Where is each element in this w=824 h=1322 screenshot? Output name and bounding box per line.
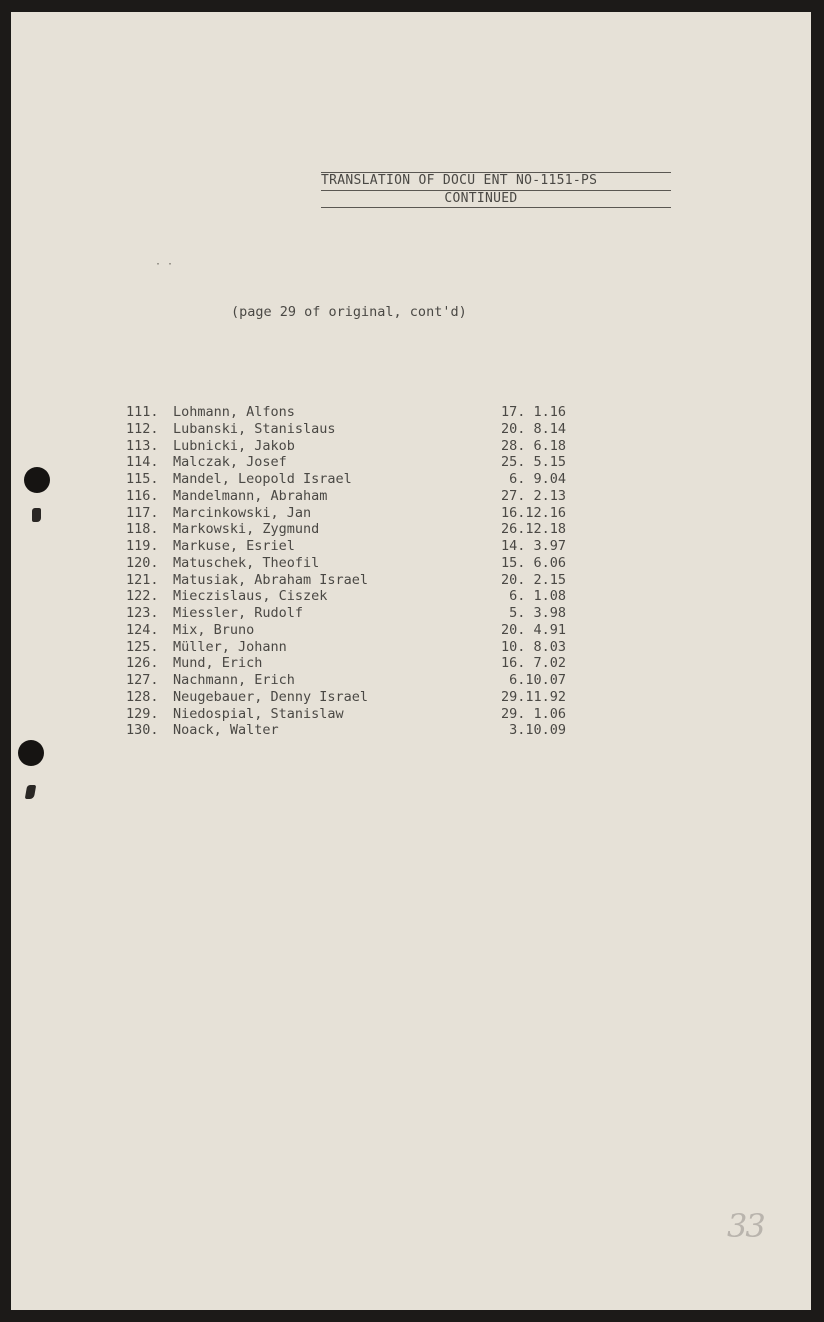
entry-number: 116. xyxy=(126,487,159,504)
entry-date: 26.12.18 xyxy=(500,521,566,538)
entry-number: 123. xyxy=(126,605,159,621)
entry-number: 117. xyxy=(126,504,159,521)
entry-name: Müller, Johann xyxy=(173,638,287,655)
entry-name: Lubnicki, Jakob xyxy=(173,437,295,454)
list-item xyxy=(126,689,566,706)
entry-name: Mandel, Leopold Israel xyxy=(173,471,352,487)
entry-number: 115. xyxy=(126,471,159,487)
list-item xyxy=(126,655,566,672)
entry-number: 113. xyxy=(126,437,159,454)
entry-date: 10. 8.03 xyxy=(500,638,566,655)
list-item xyxy=(126,572,566,589)
entry-number: 130. xyxy=(126,722,159,739)
entry-date: 6. 9.04 xyxy=(509,471,566,487)
entry-date: 15. 6.06 xyxy=(500,554,566,571)
list-item xyxy=(126,438,566,455)
entry-number: 129. xyxy=(126,705,159,722)
document-page xyxy=(11,12,811,1310)
entry-number: 122. xyxy=(126,588,159,605)
entry-name: Neugebauer, Denny Israel xyxy=(173,688,369,705)
entry-number: 125. xyxy=(126,638,159,655)
list-item xyxy=(126,421,566,438)
entry-date: 16. 7.02 xyxy=(500,655,566,672)
list-item xyxy=(126,706,566,723)
entry-date: 27. 2.13 xyxy=(500,487,566,504)
entry-number: 128. xyxy=(126,688,159,705)
entry-name: Mix, Bruno xyxy=(173,621,255,638)
entry-name: Mieczislaus, Ciszek xyxy=(173,588,328,605)
entry-date: 17. 1.16 xyxy=(500,404,566,420)
punch-hole xyxy=(24,467,50,493)
name-list xyxy=(126,404,566,739)
entry-date: 29. 1.06 xyxy=(500,705,566,722)
entry-name: Markowski, Zygmund xyxy=(173,521,320,538)
entry-date: 16.12.16 xyxy=(500,504,566,521)
entry-date: 28. 6.18 xyxy=(500,437,566,454)
folio-number: 33 xyxy=(727,1207,764,1245)
entry-name: Matusiak, Abraham Israel xyxy=(173,571,369,588)
list-item xyxy=(126,639,566,656)
entry-date: 25. 5.15 xyxy=(500,454,566,471)
list-item xyxy=(126,605,566,622)
list-item xyxy=(126,404,566,421)
header-title: TRANSLATION OF DOCU ENT NO-1151-PS xyxy=(321,172,671,191)
entry-name: Markuse, Esriel xyxy=(173,538,295,554)
entry-number: 126. xyxy=(126,655,159,672)
list-item xyxy=(126,555,566,572)
entry-name: Noack, Walter xyxy=(173,722,279,739)
document-header xyxy=(321,172,671,208)
entry-date: 20. 8.14 xyxy=(500,420,566,437)
entry-date: 6. 1.08 xyxy=(509,588,566,605)
entry-number: 118. xyxy=(126,521,159,538)
entry-date: 20. 2.15 xyxy=(500,571,566,588)
entry-number: 127. xyxy=(126,672,159,688)
entry-number: 124. xyxy=(126,621,159,638)
list-item xyxy=(126,672,566,689)
entry-number: 111. xyxy=(126,404,159,420)
entry-name: Nachmann, Erich xyxy=(173,672,295,688)
list-item xyxy=(126,505,566,522)
entry-date: 14. 3.97 xyxy=(500,538,566,554)
entry-name: Mund, Erich xyxy=(173,655,263,672)
paper-speck: · · xyxy=(155,259,174,270)
entry-name: Miessler, Rudolf xyxy=(173,605,304,621)
entry-number: 120. xyxy=(126,554,159,571)
list-item xyxy=(126,521,566,538)
entry-name: Matuschek, Theofil xyxy=(173,554,320,571)
entry-number: 112. xyxy=(126,420,159,437)
entry-date: 6.10.07 xyxy=(509,672,566,688)
entry-date: 5. 3.98 xyxy=(509,605,566,621)
list-item xyxy=(126,722,566,739)
entry-number: 119. xyxy=(126,538,159,554)
entry-date: 20. 4.91 xyxy=(500,621,566,638)
list-item xyxy=(126,622,566,639)
entry-name: Lubanski, Stanislaus xyxy=(173,420,336,437)
list-item xyxy=(126,588,566,605)
entry-name: Marcinkowski, Jan xyxy=(173,504,312,521)
entry-number: 121. xyxy=(126,571,159,588)
entry-name: Niedospial, Stanislaw xyxy=(173,705,344,722)
list-item xyxy=(126,471,566,488)
entry-date: 3.10.09 xyxy=(509,722,566,739)
list-item xyxy=(126,488,566,505)
entry-date: 29.11.92 xyxy=(500,688,566,705)
entry-number: 114. xyxy=(126,454,159,471)
entry-name: Malczak, Josef xyxy=(173,454,287,471)
punch-hole xyxy=(18,740,44,766)
list-item xyxy=(126,538,566,555)
ink-mark xyxy=(32,508,41,522)
entry-name: Lohmann, Alfons xyxy=(173,404,295,420)
entry-name: Mandelmann, Abraham xyxy=(173,487,328,504)
list-item xyxy=(126,454,566,471)
page-reference: (page 29 of original, cont'd) xyxy=(231,304,467,320)
header-continued: CONTINUED xyxy=(321,191,671,208)
